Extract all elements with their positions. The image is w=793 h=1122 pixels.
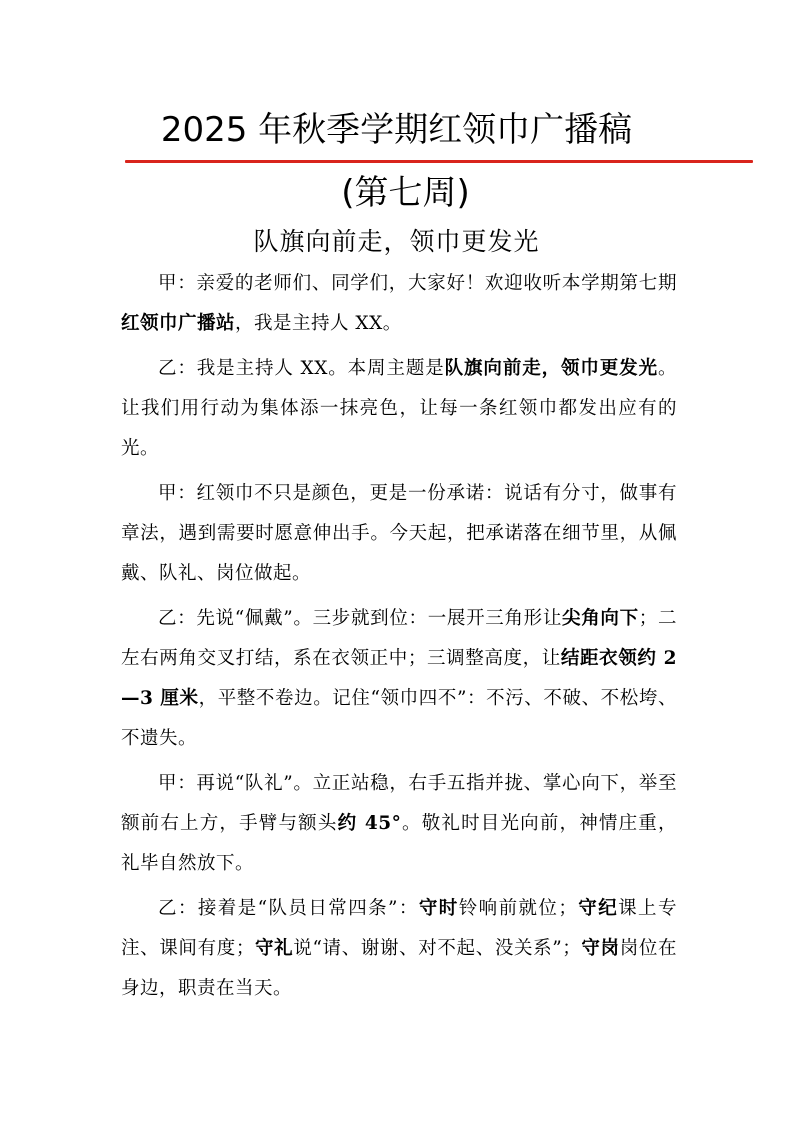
text-segment: 乙：接着是“队员日常四条”：	[158, 898, 419, 919]
emphasis-segment: 结距衣领约 2—3 厘米	[121, 648, 677, 709]
text-segment: 。敬礼时目光向前，神情庄重，礼毕自然放下。	[121, 813, 677, 874]
script-paragraph	[121, 889, 677, 1009]
text-segment: 。让我们用行动为集体添一抹亮色，让每一条红领巾都发出应有的光。	[121, 358, 677, 459]
emphasis-segment: 队旗向前走，领巾更发光	[444, 358, 658, 379]
script-paragraph	[121, 764, 677, 884]
text-segment: 说“请、谢谢、对不起、没关系”；	[293, 938, 582, 959]
theme-heading: 队旗向前走，领巾更发光	[253, 227, 540, 256]
emphasis-segment: 守纪	[577, 898, 619, 919]
text-segment: ，我是主持人 XX。	[235, 313, 402, 334]
text-segment: 岗位在身边，职责在当天。	[121, 938, 677, 999]
script-paragraph	[121, 599, 677, 759]
script-paragraph	[121, 349, 677, 469]
broadcast-script-body	[121, 264, 677, 1014]
text-segment: 铃响前就位；	[458, 898, 578, 919]
text-segment: 课上专注、课间有度；	[121, 898, 677, 959]
emphasis-segment: 约 45°	[337, 813, 402, 834]
emphasis-segment: 守岗	[581, 938, 620, 959]
emphasis-segment: 守时	[418, 898, 459, 919]
emphasis-segment: 尖角向下	[562, 608, 639, 629]
text-segment: 甲：再说“队礼”。立正站稳，右手五指并拢、掌心向下，举至额前右上方，手臂与额头	[121, 773, 677, 834]
document-subtitle: (第七周)	[341, 173, 470, 213]
title-underline-rule	[125, 160, 753, 163]
emphasis-segment: 红领巾广播站	[121, 313, 236, 334]
emphasis-segment: 守礼	[254, 938, 294, 959]
text-segment: 甲：亲爱的老师们、同学们，大家好！欢迎收听本学期第七期	[158, 273, 677, 294]
script-paragraph	[121, 264, 677, 344]
text-segment: 乙：我是主持人 XX。本周主题是	[158, 358, 445, 379]
text-segment: ；二左右两角交叉打结，系在衣领正中；三调整高度，让	[121, 608, 677, 669]
text-segment: 乙：先说“佩戴”。三步就到位：一展开三角形让	[158, 608, 563, 629]
text-segment: 甲：红领巾不只是颜色，更是一份承诺：说话有分寸，做事有章法，遇到需要时愿意伸出手。今天起，把承诺落在细节里，从佩戴、队礼、岗位做起。	[121, 483, 677, 584]
script-paragraph	[121, 474, 677, 594]
text-segment: ，平整不卷边。记住“领巾四不”：不污、不破、不松垮、不遗失。	[121, 688, 677, 749]
document-title: 2025 年秋季学期红领巾广播稿	[160, 110, 633, 150]
